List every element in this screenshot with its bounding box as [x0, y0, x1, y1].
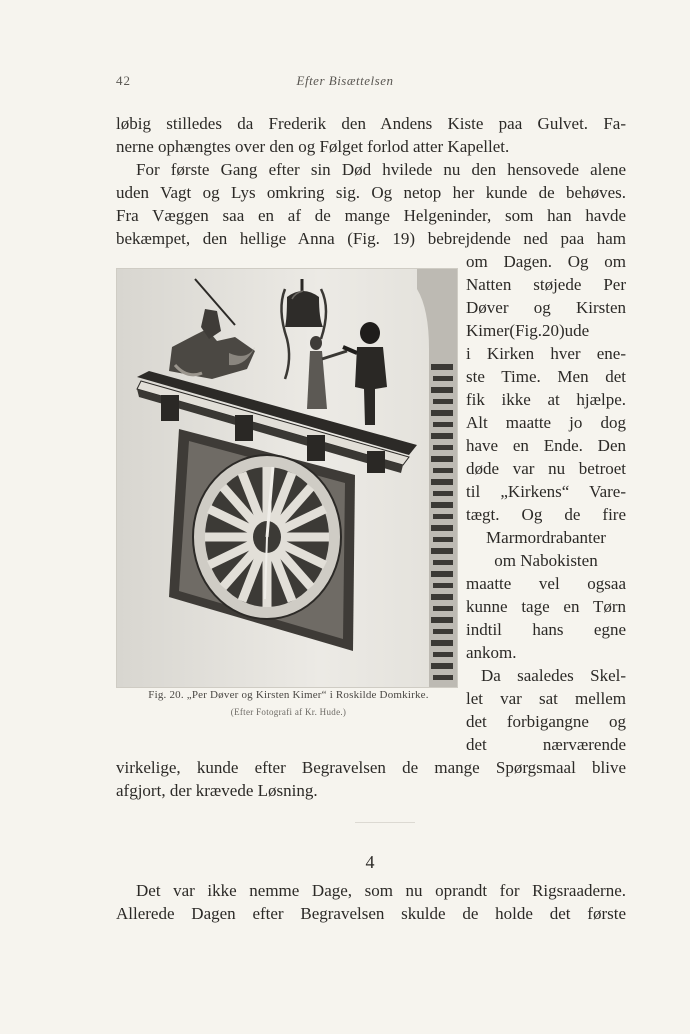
text-line: For første Gang efter sin Død hvilede nu den hensovede alene	[136, 160, 626, 179]
column-line: tægt. Og de fire	[466, 505, 626, 524]
column-line: døde var nu betroet	[466, 459, 626, 478]
section-divider	[355, 822, 415, 823]
column-line: ankom.	[466, 643, 517, 662]
column-line: til „Kirkens“ Vare-	[466, 482, 626, 501]
column-line: Kimer(Fig.20)ude	[466, 321, 590, 340]
column-line: Marmordrabanter	[486, 528, 606, 547]
page-number: 42	[116, 73, 131, 88]
text-line: løbig stilledes da Frederik den Andens Kiste paa Gulvet. Fa-	[116, 114, 626, 133]
column-line: kunne tage en Tørn	[466, 597, 626, 616]
running-title: Efter Bisættelsen	[296, 73, 394, 88]
figure-caption: Fig. 20. „Per Døver og Kirsten Kimer“ i Roskilde Domkirke.	[148, 689, 429, 701]
text-line: Det var ikke nemme Dage, som nu oprandt for Rigsraaderne.	[136, 881, 626, 900]
column-line: Døver og Kirsten	[466, 298, 626, 317]
column-line: fik ikke at hjælpe.	[466, 390, 626, 409]
text-line: afgjort, der krævede Løsning.	[116, 781, 318, 800]
clock-figure-photo	[116, 268, 458, 688]
text-line: Fra Væggen saa en af de mange Helgeninder, som han havde	[116, 206, 626, 225]
clock-face-icon	[193, 455, 341, 619]
column-line: Alt maatte jo dog	[466, 413, 626, 432]
figure-credit: (Efter Fotografi af Kr. Hude.)	[230, 707, 347, 717]
column-line: om Nabokisten	[494, 551, 598, 570]
column-line: maatte vel ogsaa	[466, 574, 626, 593]
column-line: Da saaledes Skel-	[481, 666, 626, 685]
section-number: 4	[365, 852, 375, 872]
column-line: ste Time. Men det	[466, 367, 626, 386]
column-line: om Dagen. Og om	[466, 252, 626, 271]
text-line: nerne ophængtes over den og Følget forlod atter Kapellet.	[116, 137, 510, 156]
column-line: det forbigangne og	[466, 712, 626, 731]
column-line: indtil hans egne	[466, 620, 626, 639]
column-line: Natten støjede Per	[466, 275, 626, 294]
text-line: uden Vagt og Lys omkring sig. Og netop her kunde de behøves.	[116, 183, 626, 202]
column-line: have en Ende. Den	[466, 436, 626, 455]
text-line: Allerede Dagen efter Begravelsen skulde de holde det første	[116, 904, 626, 923]
column-line: det nærværende	[466, 735, 626, 754]
column-line: i Kirken hver ene-	[466, 344, 626, 363]
text-line: bekæmpet, den hellige Anna (Fig. 19) bebrejdende ned paa ham	[116, 229, 626, 248]
text-line: virkelige, kunde efter Begravelsen de mange Spørgsmaal blive	[116, 758, 626, 777]
column-line: let var sat mellem	[466, 689, 626, 708]
